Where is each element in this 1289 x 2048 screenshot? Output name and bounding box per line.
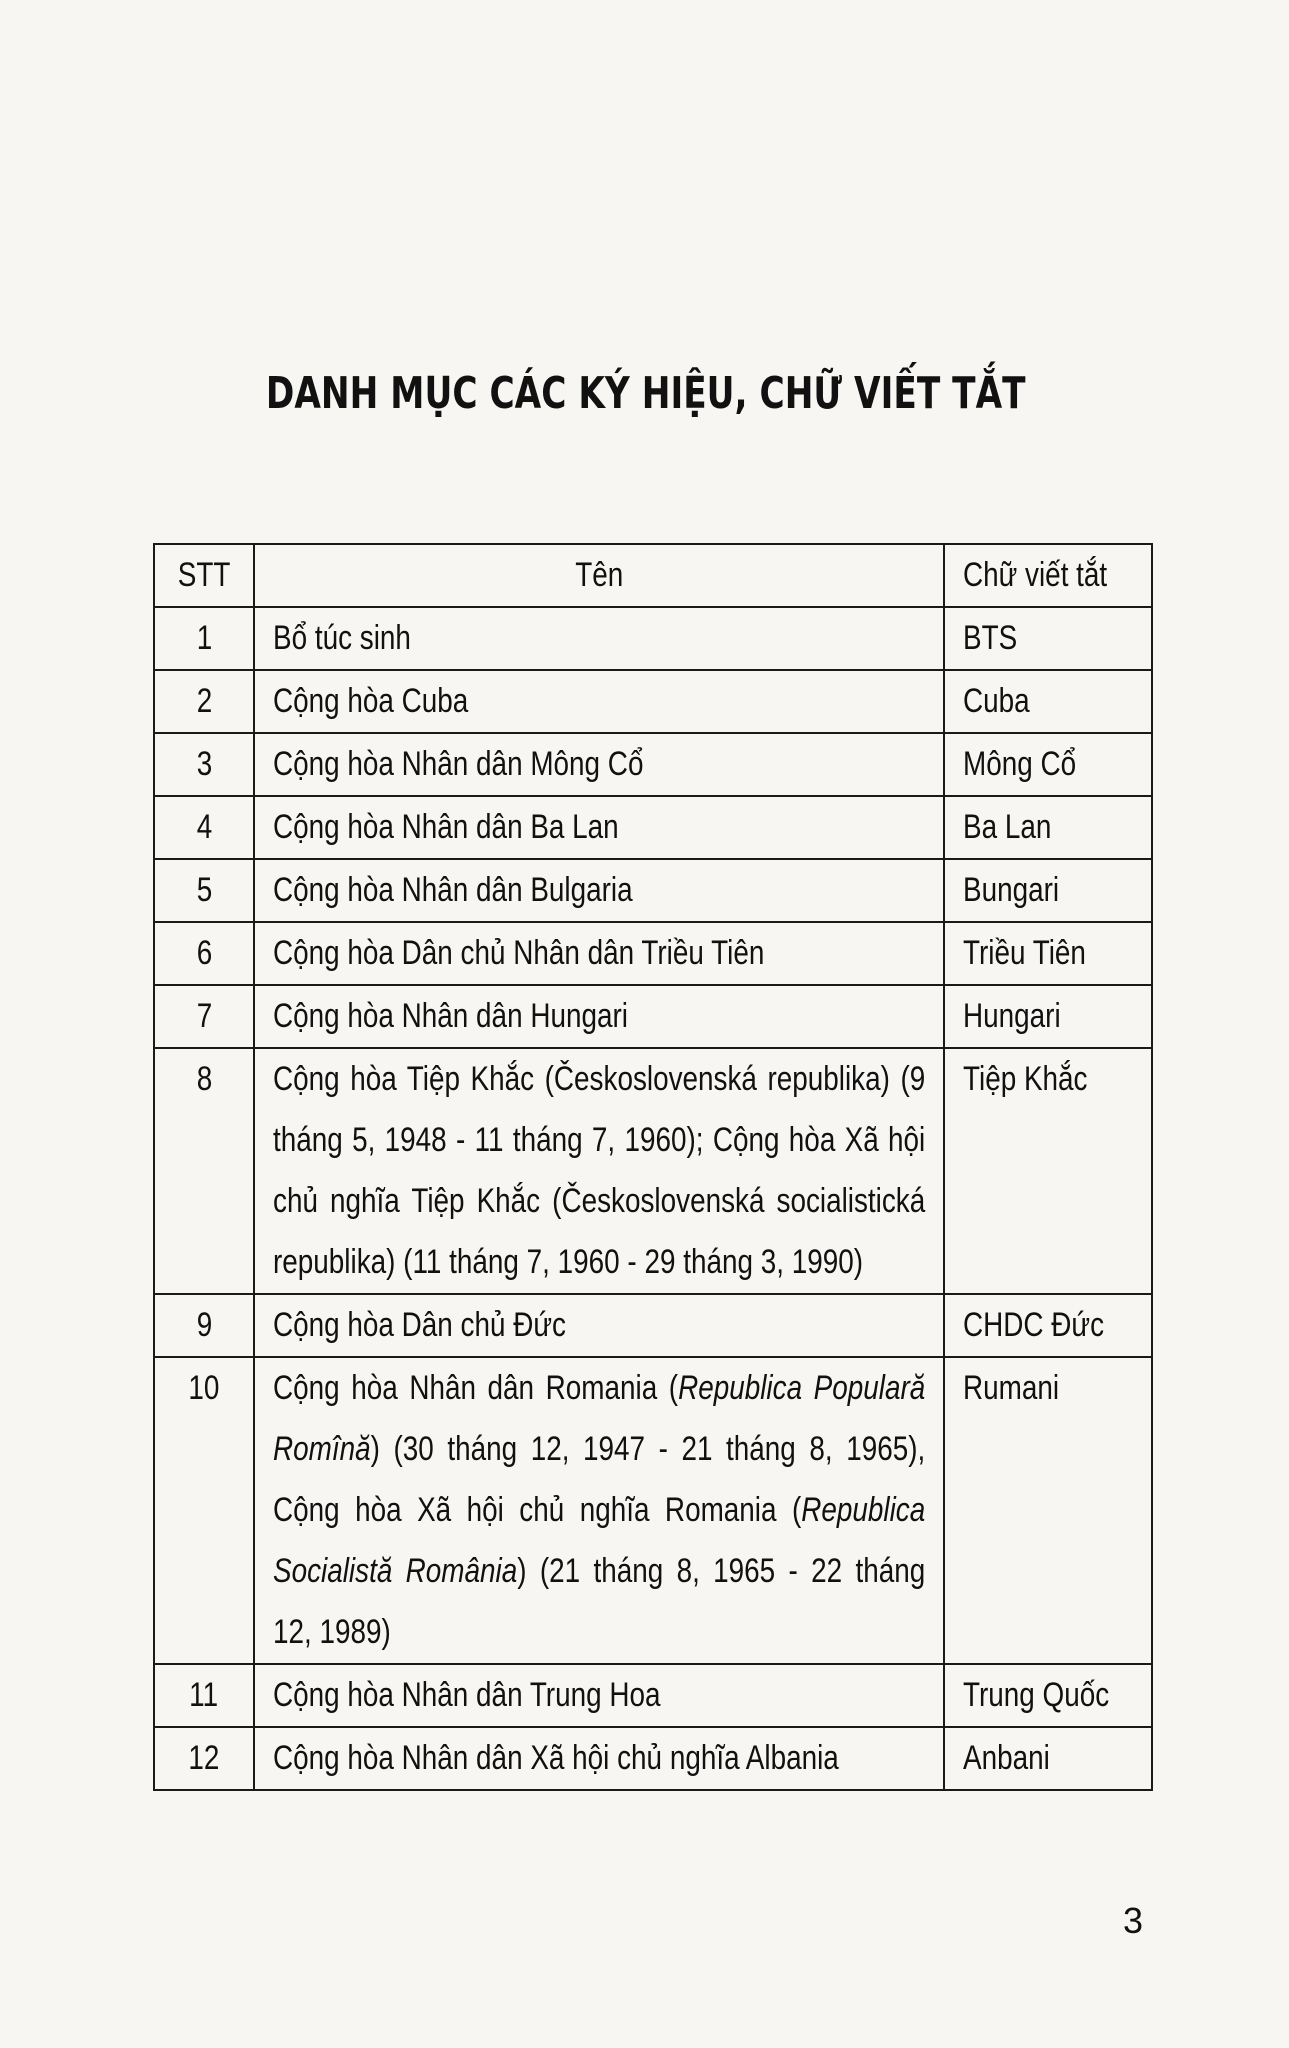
row-stt: 11 (154, 1664, 254, 1727)
table-row (154, 1048, 1152, 1294)
row-name: Cộng hòa Nhân dân Trung Hoa (254, 1664, 944, 1727)
page-title: DANH MỤC CÁC KÝ HIỆU, CHỮ VIẾT TẮT (265, 368, 1026, 419)
row-abbr: Trung Quốc (944, 1664, 1152, 1727)
name-part: ) (30 tháng 12, 1947 - 21 tháng 8, 1965), Cộng hòa Xã hội chủ nghĩa Romania ( (273, 1430, 926, 1529)
table-row (154, 607, 1152, 670)
row-name: Cộng hòa Cuba (254, 670, 944, 733)
header-stt: STT (154, 544, 254, 607)
row-abbr: Tiệp Khắc (944, 1048, 1152, 1294)
row-name: Cộng hòa Nhân dân Hungari (254, 985, 944, 1048)
page-number: 3 (1122, 1900, 1143, 1941)
row-stt: 6 (154, 922, 254, 985)
row-stt: 3 (154, 733, 254, 796)
row-abbr: Anbani (944, 1727, 1152, 1790)
row-abbr: Rumani (944, 1357, 1152, 1664)
row-name: Cộng hòa Nhân dân Mông Cổ (254, 733, 944, 796)
table-row (154, 1727, 1152, 1790)
table-row (154, 985, 1152, 1048)
row-stt: 5 (154, 859, 254, 922)
table-row (154, 1664, 1152, 1727)
table-row (154, 1294, 1152, 1357)
name-part: ) (21 tháng 8, 1965 - 22 tháng 12, 1989) (273, 1552, 926, 1651)
row-abbr: BTS (944, 607, 1152, 670)
name-part-italic: Republica Socialistă România (273, 1491, 926, 1590)
row-abbr: Ba Lan (944, 796, 1152, 859)
row-abbr: Bungari (944, 859, 1152, 922)
row-abbr: CHDC Đức (944, 1294, 1152, 1357)
row-stt: 7 (154, 985, 254, 1048)
row-abbr: Mông Cổ (944, 733, 1152, 796)
row-name: Cộng hòa Nhân dân Bulgaria (254, 859, 944, 922)
table-row (154, 796, 1152, 859)
row-stt: 2 (154, 670, 254, 733)
row-name: Cộng hòa Tiệp Khắc (Československá republika) (9 tháng 5, 1948 - 11 tháng 7, 1960); Cộng hòa Xã hội chủ nghĩa Tiệp Khắc (Československá socialistická republika) (11 tháng 7, 1960 - 29 tháng 3, 1990) (254, 1048, 944, 1294)
table-row (154, 922, 1152, 985)
row-name: Cộng hòa Dân chủ Đức (254, 1294, 944, 1357)
row-stt: 12 (154, 1727, 254, 1790)
row-abbr: Hungari (944, 985, 1152, 1048)
row-abbr: Cuba (944, 670, 1152, 733)
header-abbr: Chữ viết tắt (944, 544, 1152, 607)
header-name: Tên (254, 544, 944, 607)
name-part-italic: Republica Populară Romînă (273, 1369, 926, 1468)
table-header-row (154, 544, 1152, 607)
row-stt: 4 (154, 796, 254, 859)
table-row (154, 1357, 1152, 1664)
row-abbr: Triều Tiên (944, 922, 1152, 985)
name-part: Cộng hòa Nhân dân Romania ( (273, 1369, 679, 1407)
row-stt: 10 (154, 1357, 254, 1664)
table-row (154, 670, 1152, 733)
row-stt: 1 (154, 607, 254, 670)
row-stt: 9 (154, 1294, 254, 1357)
row-name: Cộng hòa Nhân dân Ba Lan (254, 796, 944, 859)
row-name: Bổ túc sinh (254, 607, 944, 670)
row-name: Cộng hòa Dân chủ Nhân dân Triều Tiên (254, 922, 944, 985)
table-row (154, 733, 1152, 796)
row-name: Cộng hòa Nhân dân Xã hội chủ nghĩa Albania (254, 1727, 944, 1790)
row-stt: 8 (154, 1048, 254, 1294)
table-row (154, 859, 1152, 922)
abbreviation-table (153, 543, 1153, 1791)
row-name (254, 1357, 944, 1664)
